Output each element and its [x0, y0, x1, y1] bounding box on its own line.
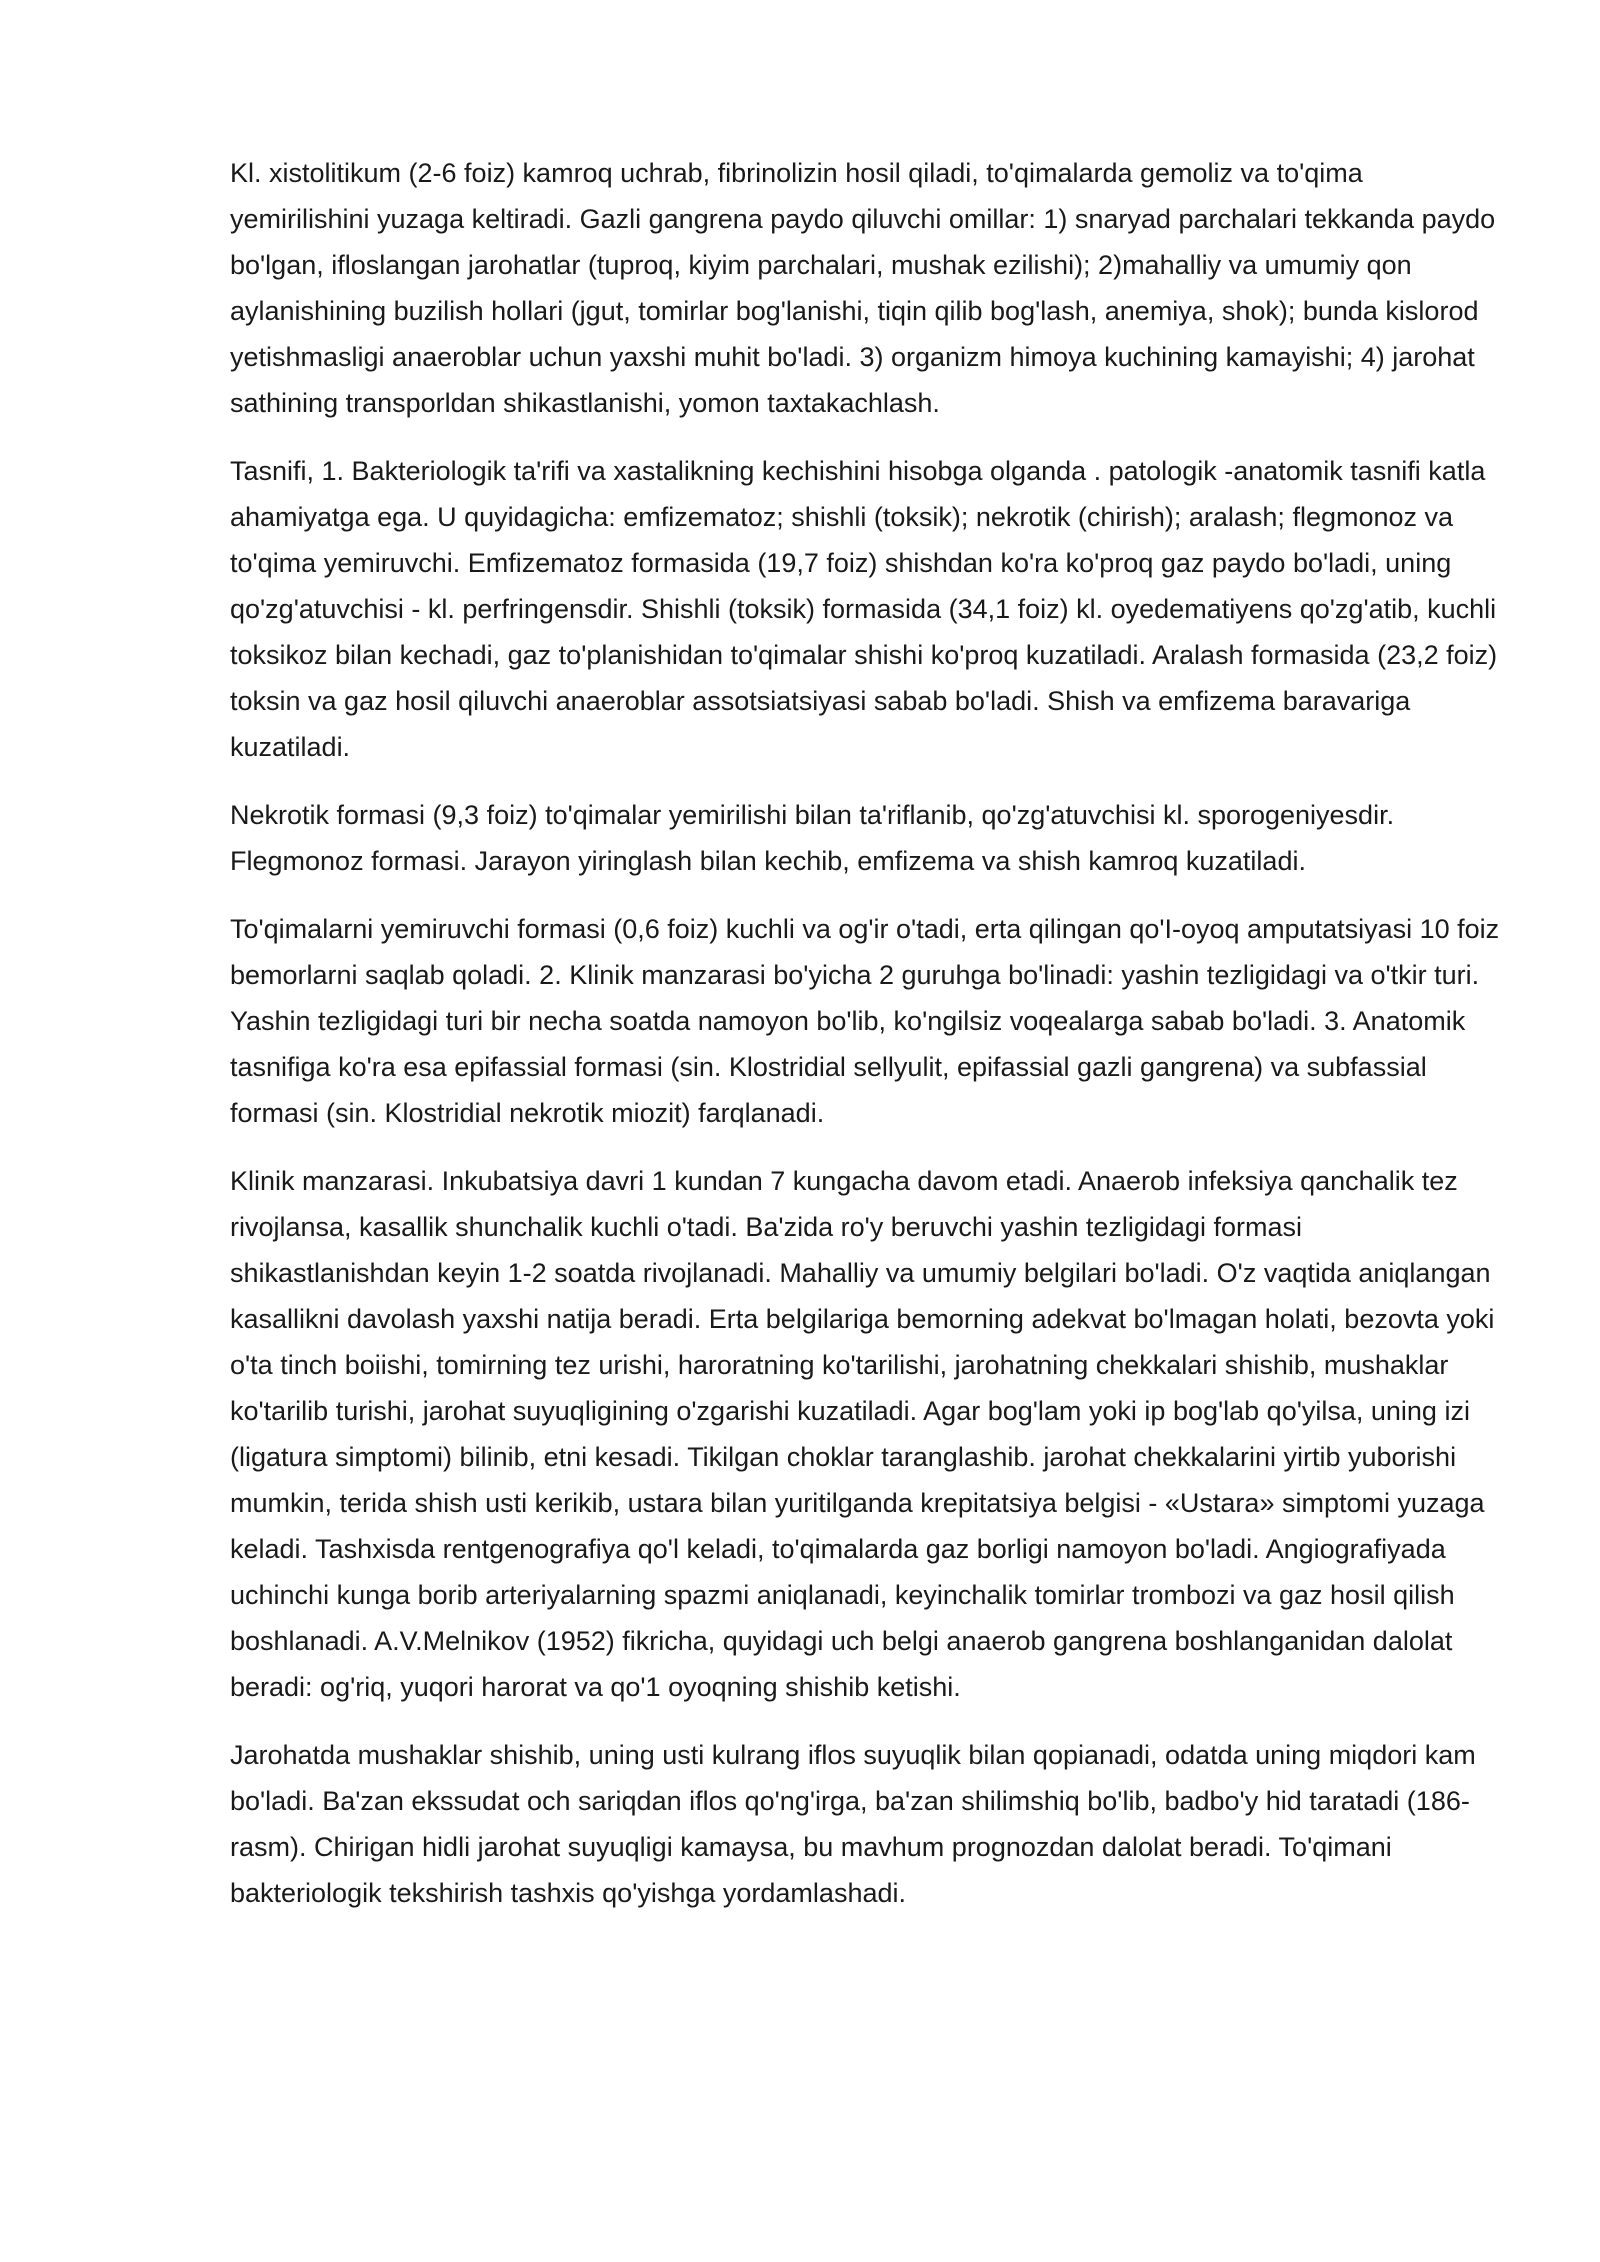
document-page — [230, 150, 1500, 1938]
paragraph-necrotic-form: Nekrotik formasi (9,3 foiz) to'qimalar yemirilishi bilan ta'riflanib, qo'zg'atuvchisi kl. sporogeniyesdir. Flegmonoz formasi. Jarayon yiringlash bilan kechib, emfizema va shish kamroq kuzatiladi. — [230, 800, 1395, 876]
paragraph-pathogenesis: Kl. xistolitikum (2-6 foiz) kamroq uchrab, fibrinolizin hosil qiladi, to'qimalarda gemoliz va to'qima yemirilishini yuzaga keltiradi. Gazli gangrena paydo qiluvchi omillar: 1) snaryad parchalari tekkanda paydo bo'lgan, ifloslangan jarohatlar (tuproq, kiyim parchalari, mushak ezilishi); 2)mahalliy va umumiy qon aylanishining buzilish hollari (jgut, tomirlar bog'lanishi, tiqin qilib bog'lash, anemiya, shok); bunda kislorod yetishmasligi anaeroblar uchun yaxshi muhit bo'ladi. 3) organizm himoya kuchining kamayishi; 4) jarohat sathining transporldan shikastlanishi, yomon taxtakachlash. — [230, 158, 1496, 418]
paragraph-classification: Tasnifi, 1. Bakteriologik ta'rifi va xastalikning kechishini hisobga olganda . patologik -anatomik tasnifi katla ahamiyatga ega. U quyidagicha: emfizematoz; shishli (toksik); nekrotik (chirish); aralash; flegmonoz va to'qima yemiruvchi. Emfizematoz formasida (19,7 foiz) shishdan ko'ra ko'proq gaz paydo bo'ladi, uning qo'zg'atuvchisi - kl. perfringensdir. Shishli (toksik) formasida (34,1 foiz) kl. oyedematiyens qo'zg'atib, kuchli toksikoz bilan kechadi, gaz to'planishidan to'qimalar shishi ko'proq kuzatiladi. Aralash formasida (23,2 foiz) toksin va gaz hosil qiluvchi anaeroblar assotsiatsiyasi sabab bo'ladi. Shish va emfizema baravariga kuzatiladi. — [230, 456, 1498, 762]
paragraph-clinical-picture: Klinik manzarasi. Inkubatsiya davri 1 kundan 7 kungacha davom etadi. Anaerob infeksiya qanchalik tez rivojlansa, kasallik shunchalik kuchli o'tadi. Ba'zida ro'y beruvchi yashin tezligidagi formasi shikastlanishdan keyin 1-2 soatda rivojlanadi. Mahalliy va umumiy belgilari bo'ladi. O'z vaqtida aniqlangan kasallikni davolash yaxshi natija beradi. Erta belgilariga bemorning adekvat bo'lmagan holati, bezovta yoki o'ta tinch boiishi, tomirning tez urishi, haroratning ko'tarilishi, jarohatning chekkalari shishib, mushaklar ko'tarilib turishi, jarohat suyuqligining o'zgarishi kuzatiladi. Agar bog'lam yoki ip bog'lab qo'yilsa, uning izi (ligatura simptomi) bilinib, etni kesadi. Tikilgan choklar taranglashib. jarohat chekkalarini yirtib yuborishi mumkin, terida shish usti kerikib, ustara bilan yuritilganda krepitatsiya belgisi - «Ustara» simptomi yuzaga keladi. Tashxisda rentgenografiya qo'l keladi, to'qimalarda gaz borligi namoyon bo'ladi. Angiografiyada uchinchi kunga borib arteriyalarning spazmi aniqlanadi, keyinchalik tomirlar trombozi va gaz hosil qilish boshlanadi. A.V.Melnikov (1952) fikricha, quyidagi uch belgi anaerob gangrena boshlanganidan dalolat beradi: og'riq, yuqori harorat va qo'1 oyoqning shishib ketishi. — [230, 1166, 1495, 1702]
paragraph-wound-findings: Jarohatda mushaklar shishib, uning usti kulrang iflos suyuqlik bilan qopianadi, odatda uning miqdori kam bo'ladi. Ba'zan ekssudat och sariqdan iflos qo'ng'irga, ba'zan shilimshiq bo'lib, badbo'y hid taratadi (186-rasm). Chirigan hidli jarohat suyuqligi kamaysa, bu mavhum prognozdan dalolat beradi. To'qimani bakteriologik tekshirish tashxis qo'yishga yordamlashadi. — [230, 1740, 1476, 1908]
paragraph-destructive-form: To'qimalarni yemiruvchi formasi (0,6 foiz) kuchli va og'ir o'tadi, erta qilingan qo'I-oyoq amputatsiyasi 10 foiz bemorlarni saqlab qoladi. 2. Klinik manzarasi bo'yicha 2 guruhga bo'linadi: yashin tezligidagi va o'tkir turi. Yashin tezligidagi turi bir necha soatda namoyon bo'lib, ko'ngilsiz voqealarga sabab bo'ladi. 3. Anatomik tasnifiga ko'ra esa epifassial formasi (sin. Klostridial sellyulit, epifassial gazli gangrena) va subfassial formasi (sin. Klostridial nekrotik miozit) farqlanadi. — [230, 914, 1500, 1128]
